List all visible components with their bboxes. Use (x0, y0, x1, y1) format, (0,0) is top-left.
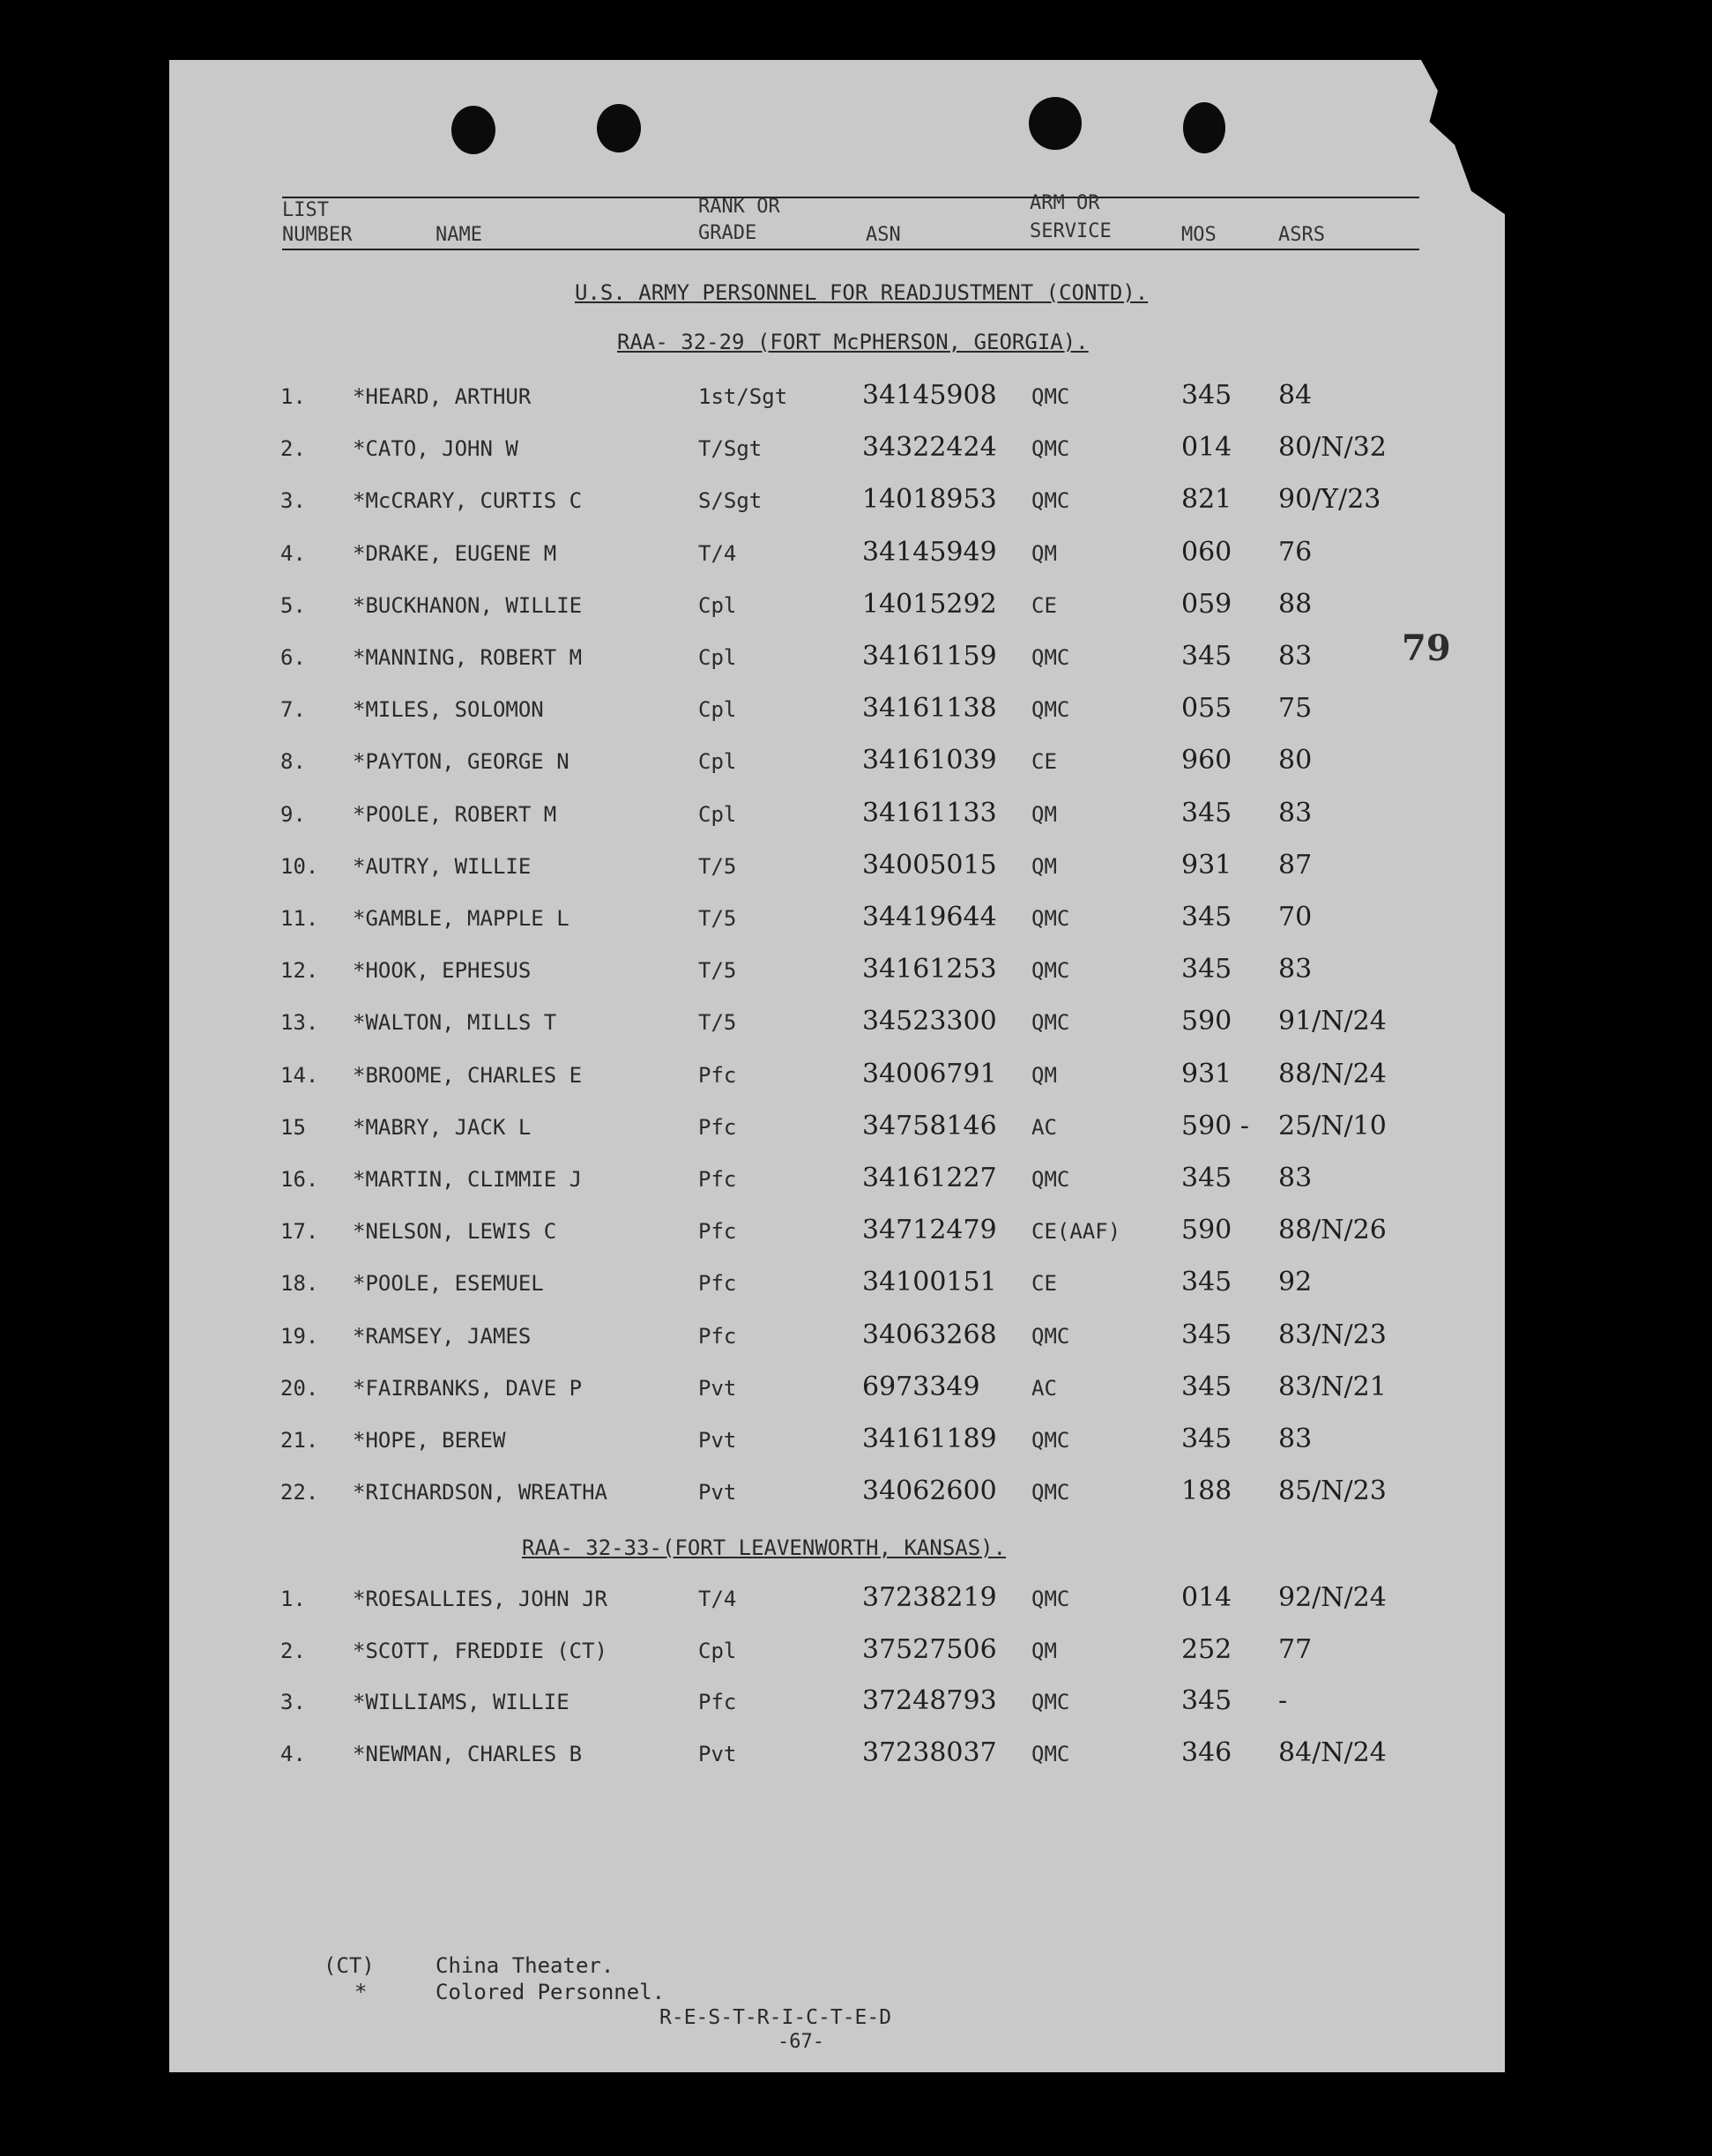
row-name: *WILLIAMS, WILLIE (353, 1690, 569, 1714)
row-number: 9. (280, 801, 306, 827)
row-rank: Pfc (698, 1690, 737, 1714)
row-rank: T/5 (698, 906, 737, 931)
row-asrs: 70 (1278, 902, 1313, 933)
row-asn: 34161189 (862, 1424, 997, 1454)
row-mos: 345 (1181, 1267, 1232, 1298)
row-asrs: 90/Y/23 (1278, 484, 1381, 516)
row-number: 16. (280, 1167, 319, 1192)
row-asrs: 91/N/24 (1278, 1006, 1387, 1037)
row-name: *WALTON, MILLS T (353, 1010, 557, 1036)
row-rank: Pvt (698, 1741, 737, 1766)
row-name: *HOOK, EPHESUS (353, 958, 532, 984)
row-mos: 931 (1181, 1058, 1232, 1089)
row-name: *NEWMAN, CHARLES B (353, 1741, 583, 1766)
row-arm: AC (1031, 1375, 1057, 1401)
header-arm: ARM OR (1030, 192, 1100, 214)
header-mos: MOS (1181, 224, 1217, 246)
row-arm: QMC (1031, 958, 1070, 984)
row-mos: 821 (1181, 484, 1232, 516)
row-asrs: 77 (1278, 1633, 1313, 1665)
row-mos: 345 (1181, 1424, 1232, 1454)
punch-hole (451, 106, 495, 154)
row-number: 18. (280, 1271, 319, 1297)
row-rank: T/5 (698, 1010, 737, 1036)
row-mos: 014 (1181, 1582, 1232, 1613)
row-mos: 345 (1181, 954, 1232, 985)
row-asrs: 84/N/24 (1278, 1736, 1387, 1768)
row-rank: Pfc (698, 1062, 737, 1088)
row-asrs: 83 (1278, 1163, 1313, 1193)
row-asn: 34161159 (862, 641, 997, 672)
punch-hole (597, 104, 641, 152)
header-rank: RANK OR (698, 196, 780, 218)
page-number: -67- (778, 2031, 824, 2053)
row-arm: CE (1031, 592, 1057, 618)
header-bottom-rule (282, 249, 1419, 250)
row-arm: QM (1031, 1638, 1057, 1663)
row-name: *MABRY, JACK L (353, 1114, 532, 1140)
row-number: 10. (280, 853, 319, 879)
row-mos: 345 (1181, 1371, 1232, 1402)
row-asrs: 80 (1278, 745, 1313, 777)
row-mos: 345 (1181, 1163, 1232, 1193)
header-asn: ASN (866, 224, 901, 246)
row-asn: 34322424 (862, 432, 997, 464)
document-page (169, 60, 1505, 2072)
row-number: 1. (280, 1587, 306, 1611)
row-arm: QM (1031, 801, 1057, 827)
row-name: *POOLE, ESEMUEL (353, 1271, 544, 1297)
row-asn: 37238037 (862, 1736, 997, 1768)
row-rank: T/4 (698, 540, 737, 566)
section-heading: RAA- 32-33-(FORT LEAVENWORTH, KANSAS). (522, 1535, 1007, 1560)
row-asrs: 83/N/23 (1278, 1319, 1387, 1350)
footnote-text-star: Colored Personnel. (435, 1980, 666, 2004)
row-asn: 34063268 (862, 1319, 997, 1350)
row-asn: 37527506 (862, 1633, 997, 1665)
row-number: 2. (280, 436, 306, 462)
row-asrs: 76 (1278, 536, 1313, 568)
row-asrs: 88 (1278, 588, 1313, 620)
header-name: NAME (435, 224, 482, 246)
row-arm: QMC (1031, 1741, 1070, 1766)
row-name: *GAMBLE, MAPPLE L (353, 906, 569, 931)
row-asrs: 88/N/26 (1278, 1215, 1387, 1246)
row-mos: 345 (1181, 380, 1232, 411)
row-name: *MARTIN, CLIMMIE J (353, 1167, 583, 1192)
row-rank: Pfc (698, 1114, 737, 1140)
row-arm: QMC (1031, 697, 1070, 723)
row-name: *POOLE, ROBERT M (353, 801, 557, 827)
row-number: 14. (280, 1062, 319, 1088)
row-name: *HEARD, ARTHUR (353, 384, 532, 409)
row-rank: Pfc (698, 1219, 737, 1245)
row-asrs: 75 (1278, 693, 1313, 725)
row-number: 21. (280, 1428, 319, 1453)
row-asn: 34005015 (862, 849, 997, 881)
row-mos: 590 - (1181, 1110, 1249, 1141)
row-asrs: 88/N/24 (1278, 1058, 1387, 1089)
classification-marking: R-E-S-T-R-I-C-T-E-D (659, 2006, 892, 2029)
row-arm: QMC (1031, 1323, 1070, 1349)
row-asrs: 85/N/23 (1278, 1476, 1387, 1507)
header-number: NUMBER (282, 224, 353, 246)
footnote-mark-star: * (354, 1980, 368, 2004)
row-mos: 590 (1181, 1006, 1232, 1037)
row-arm: QM (1031, 853, 1057, 879)
row-asrs: - (1278, 1685, 1288, 1716)
row-mos: 345 (1181, 902, 1232, 933)
row-asrs: 83 (1278, 1424, 1313, 1454)
row-name: *RICHARDSON, WREATHA (353, 1480, 607, 1505)
section-heading: RAA- 32-29 (FORT McPHERSON, GEORGIA). (617, 330, 1089, 354)
row-asn: 34161138 (862, 693, 997, 725)
row-arm: CE (1031, 749, 1057, 775)
row-number: 13. (280, 1010, 319, 1036)
punch-hole (1183, 102, 1225, 153)
row-arm: QMC (1031, 1167, 1070, 1192)
row-rank: T/5 (698, 958, 737, 984)
row-name: *HOPE, BEREW (353, 1428, 506, 1453)
row-arm: QMC (1031, 1428, 1070, 1453)
row-arm: QMC (1031, 1690, 1070, 1714)
row-asrs: 83 (1278, 954, 1313, 985)
row-rank: Pvt (698, 1428, 737, 1453)
row-number: 6. (280, 645, 306, 670)
row-name: *RAMSEY, JAMES (353, 1323, 532, 1349)
row-arm: CE (1031, 1271, 1057, 1297)
row-rank: Cpl (698, 697, 737, 723)
row-asn: 37248793 (862, 1685, 997, 1716)
header-top-rule (282, 197, 1419, 198)
row-asrs: 92 (1278, 1267, 1313, 1298)
row-asrs: 80/N/32 (1278, 432, 1387, 464)
row-mos: 346 (1181, 1736, 1232, 1768)
row-arm: QMC (1031, 436, 1070, 462)
row-number: 1. (280, 384, 306, 409)
document-title: U.S. ARMY PERSONNEL FOR READJUSTMENT (CONTD). (575, 280, 1149, 305)
row-number: 22. (280, 1480, 319, 1505)
row-name: *AUTRY, WILLIE (353, 853, 532, 879)
row-mos: 590 (1181, 1215, 1232, 1246)
row-asn: 34712479 (862, 1215, 997, 1246)
row-asn: 34161039 (862, 745, 997, 777)
row-number: 19. (280, 1323, 319, 1349)
row-rank: Cpl (698, 645, 737, 670)
row-rank: Cpl (698, 801, 737, 827)
row-rank: Cpl (698, 749, 737, 775)
row-number: 7. (280, 697, 306, 723)
row-asrs: 83 (1278, 641, 1313, 672)
row-mos: 055 (1181, 693, 1232, 725)
row-name: *MILES, SOLOMON (353, 697, 544, 723)
row-name: *SCOTT, FREDDIE (CT) (353, 1638, 607, 1663)
torn-corner (1421, 60, 1505, 214)
row-rank: Pvt (698, 1480, 737, 1505)
margin-page-number: 79 (1402, 628, 1451, 669)
row-mos: 014 (1181, 432, 1232, 464)
header-service: SERVICE (1030, 220, 1112, 242)
row-asn: 34161227 (862, 1163, 997, 1193)
row-mos: 252 (1181, 1633, 1232, 1665)
row-name: *BROOME, CHARLES E (353, 1062, 583, 1088)
row-number: 8. (280, 749, 306, 775)
row-name: *PAYTON, GEORGE N (353, 749, 569, 775)
row-asn: 34419644 (862, 902, 997, 933)
row-number: 5. (280, 592, 306, 618)
punch-hole (1029, 97, 1082, 150)
row-mos: 188 (1181, 1476, 1232, 1507)
row-arm: QMC (1031, 906, 1070, 931)
row-mos: 960 (1181, 745, 1232, 777)
row-rank: Cpl (698, 1638, 737, 1663)
row-number: 12. (280, 958, 319, 984)
row-mos: 345 (1181, 641, 1232, 672)
row-rank: Pfc (698, 1323, 737, 1349)
row-asn: 37238219 (862, 1582, 997, 1613)
header-list: LIST (282, 199, 329, 221)
row-asn: 6973349 (862, 1371, 980, 1402)
row-name: *ROESALLIES, JOHN JR (353, 1587, 607, 1611)
row-asrs: 83/N/21 (1278, 1371, 1387, 1402)
row-arm: QMC (1031, 384, 1070, 409)
header-grade: GRADE (698, 222, 757, 244)
row-name: *FAIRBANKS, DAVE P (353, 1375, 583, 1401)
footnote-text-ct: China Theater. (435, 1953, 614, 1978)
row-name: *McCRARY, CURTIS C (353, 488, 583, 514)
row-asn: 34006791 (862, 1058, 997, 1089)
row-asrs: 83 (1278, 797, 1313, 829)
row-asn: 34145908 (862, 380, 997, 411)
row-arm: QMC (1031, 488, 1070, 514)
row-rank: T/Sgt (698, 436, 763, 462)
row-number: 3. (280, 1690, 306, 1714)
row-name: *DRAKE, EUGENE M (353, 540, 557, 566)
row-number: 15 (280, 1114, 306, 1140)
row-mos: 059 (1181, 588, 1232, 620)
row-asn: 34161133 (862, 797, 997, 829)
row-asn: 34145949 (862, 536, 997, 568)
row-number: 4. (280, 1741, 306, 1766)
row-asrs: 25/N/10 (1278, 1110, 1387, 1141)
row-asrs: 92/N/24 (1278, 1582, 1387, 1613)
row-arm: AC (1031, 1114, 1057, 1140)
row-arm: QMC (1031, 1010, 1070, 1036)
row-mos: 060 (1181, 536, 1232, 568)
row-mos: 345 (1181, 1319, 1232, 1350)
row-name: *BUCKHANON, WILLIE (353, 592, 583, 618)
row-number: 20. (280, 1375, 319, 1401)
row-asn: 34100151 (862, 1267, 997, 1298)
row-asn: 34523300 (862, 1006, 997, 1037)
row-number: 17. (280, 1219, 319, 1245)
row-rank: T/5 (698, 853, 737, 879)
row-rank: Pfc (698, 1271, 737, 1297)
row-rank: T/4 (698, 1587, 737, 1611)
header-asrs: ASRS (1278, 224, 1325, 246)
row-number: 4. (280, 540, 306, 566)
row-asrs: 87 (1278, 849, 1313, 881)
row-number: 3. (280, 488, 306, 514)
row-arm: CE(AAF) (1031, 1219, 1121, 1245)
row-asn: 34758146 (862, 1110, 997, 1141)
row-asn: 34161253 (862, 954, 997, 985)
row-name: *NELSON, LEWIS C (353, 1219, 557, 1245)
row-mos: 931 (1181, 849, 1232, 881)
row-arm: QM (1031, 1062, 1057, 1088)
row-rank: Pfc (698, 1167, 737, 1192)
row-name: *CATO, JOHN W (353, 436, 518, 462)
row-rank: Pvt (698, 1375, 737, 1401)
row-number: 2. (280, 1638, 306, 1663)
row-arm: QM (1031, 540, 1057, 566)
row-asrs: 84 (1278, 380, 1313, 411)
row-asn: 14015292 (862, 588, 997, 620)
row-asn: 14018953 (862, 484, 997, 516)
row-arm: QMC (1031, 645, 1070, 670)
row-name: *MANNING, ROBERT M (353, 645, 583, 670)
row-rank: Cpl (698, 592, 737, 618)
row-arm: QMC (1031, 1587, 1070, 1611)
footnote-mark-ct: (CT) (324, 1953, 375, 1978)
row-mos: 345 (1181, 797, 1232, 829)
row-rank: 1st/Sgt (698, 384, 788, 409)
row-number: 11. (280, 906, 319, 931)
row-arm: QMC (1031, 1480, 1070, 1505)
row-rank: S/Sgt (698, 488, 763, 514)
row-asn: 34062600 (862, 1476, 997, 1507)
row-mos: 345 (1181, 1685, 1232, 1716)
